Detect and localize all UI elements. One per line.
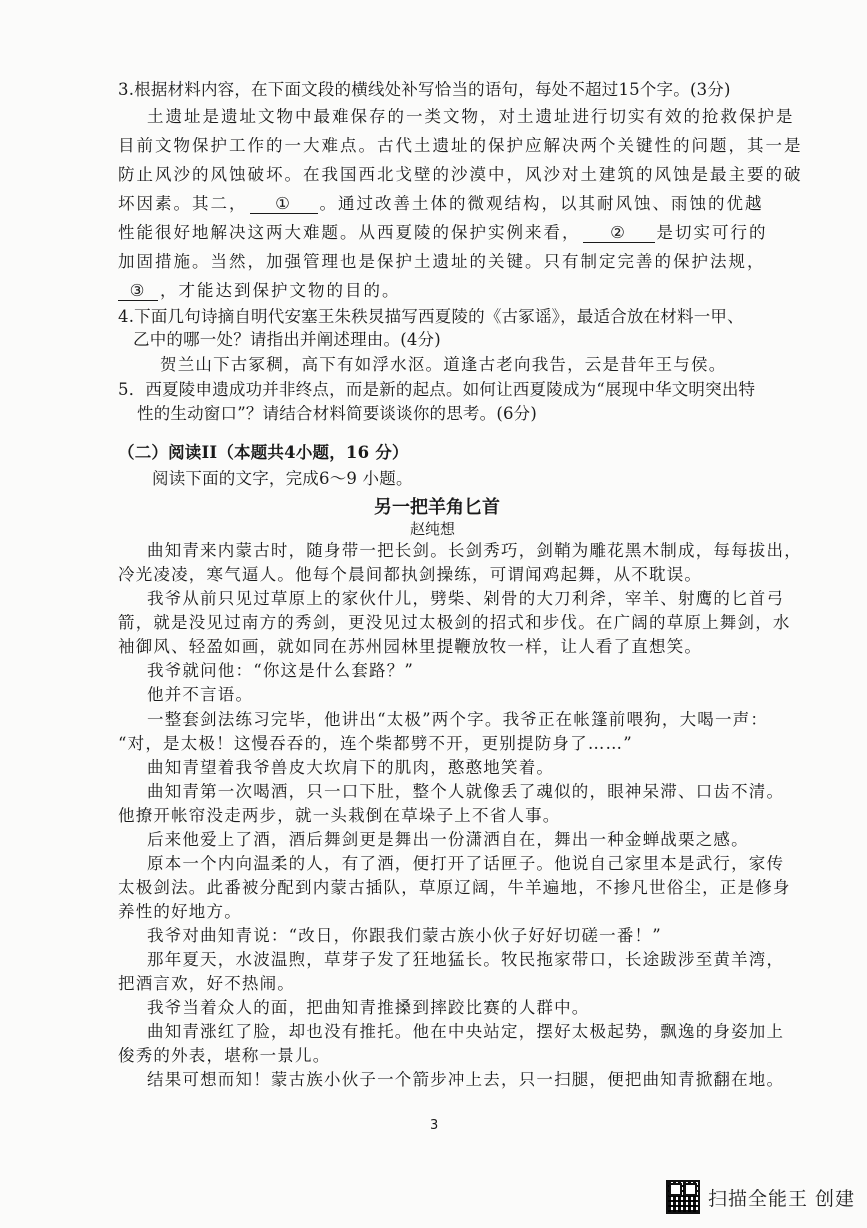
q4-stem-line: 乙中的哪一处？请指出并阐述理由。(4分) [133, 330, 441, 349]
q3-text-fragment: 是切实可行的 [656, 223, 768, 242]
q5-stem-line: 5．西夏陵申遗成功并非终点，而是新的起点。如何让西夏陵成为“展现中华文明突出特 [118, 380, 756, 399]
q4-stem-line: 4.下面几句诗摘自明代安塞王朱秩炅描写西夏陵的《古冢谣》，最适合放在材料一甲、 [118, 307, 744, 326]
article-line: 原本一个内向温柔的人，有了酒，便打开了话匣子。他说自己家里本是武行，家传 [147, 854, 785, 873]
article-line: 他并不言语。 [147, 685, 254, 704]
q3-text-fragment: ，才能达到保护文物的目的。 [160, 281, 401, 300]
article-line: 我爷就问他：“你这是什么套路？” [147, 661, 415, 680]
article-line: 我爷当着众人的面，把曲知青推搡到摔跤比赛的人群中。 [147, 998, 590, 1017]
article-line: 箭，就是没见过南方的秀剑，更没见过太极剑的招式和步伐。在广阔的草原上舞剑，水 [118, 613, 791, 632]
answer-blank-3: ③ [118, 282, 158, 301]
q3-text-line [118, 223, 768, 243]
article-line: 冷光凌凌，寒气逼人。他每个晨间都执剑操练，可谓闻鸡起舞，从不耽误。 [118, 565, 703, 584]
article-line: 曲知青第一次喝酒，只一口下肚，整个人就像丢了魂似的，眼神呆滞、口齿不清。 [147, 782, 785, 801]
answer-blank-2: ② [583, 224, 655, 243]
watermark-text: 扫描全能王 创建 [707, 1187, 855, 1210]
article-title: 另一把羊角匕首 [374, 497, 500, 518]
q5-stem-line: 性的生动窗口”？请结合材料简要谈谈你的思考。(6分) [137, 404, 538, 423]
article-line: 袖御风、轻盈如画，就如同在苏州园林里提鞭放牧一样，让人看了直想笑。 [118, 637, 703, 656]
article-line: 一整套剑法练习完毕，他讲出“太极”两个字。我爷正在帐篷前喂狗，大喝一声： [147, 710, 769, 729]
section-intro: 阅读下面的文字，完成6～9 小题。 [152, 469, 413, 488]
article-line: 那年夏天，水波温煦，草芽子发了狂地猛长。牧民拖家带口，长途跋涉至黄羊湾， [147, 950, 785, 969]
q4-poem: 贺兰山下古冢稠，高下有如浮水沤。道逢古老向我告，云是昔年王与侯。 [160, 355, 727, 374]
q3-text-line [118, 194, 764, 214]
article-line: 太极剑法。此番被分配到内蒙古插队，草原辽阔，牛羊遍地，不掺凡世俗尘，正是修身 [118, 878, 791, 897]
article-line: 我爷对曲知青说：“改日，你跟我们蒙古族小伙子好好切磋一番！” [147, 926, 662, 945]
q3-text-line: 加固措施。当然，加强管理也是保护土遗址的关键。只有制定完善的保护法规， [118, 252, 766, 271]
article-line: “对，是太极！这慢吞吞的，连个柴都劈不开，更别提防身了……” [118, 734, 633, 753]
article-line: 结果可想而知！蒙古族小伙子一个箭步冲上去，只一扫腿，便把曲知青掀翻在地。 [147, 1070, 785, 1089]
q3-text-fragment: 。通过改善土体的微观结构，以其耐风蚀、雨蚀的优越 [319, 194, 764, 213]
article-line: 他撩开帐帘没走两步，就一头栽倒在草垛子上不省人事。 [118, 806, 561, 825]
q3-stem: 3.根据材料内容，在下面文段的横线处补写恰当的语句，每处不超过15个字。(3分) [118, 80, 731, 99]
article-line: 养性的好地方。 [118, 902, 242, 921]
qr-code-icon [666, 1180, 700, 1214]
article-line: 后来他爱上了酒，酒后舞剑更是舞出一份潇洒自在，舞出一种金蝉战栗之感。 [147, 830, 749, 849]
page-number: 3 [430, 1118, 439, 1133]
q3-text-fragment: 坏因素。其二， [118, 194, 248, 213]
q3-text-line [118, 281, 401, 301]
article-line: 我爷从前只见过草原上的家伙什儿，劈柴、剁骨的大刀利斧，宰羊、射鹰的匕首弓 [147, 589, 785, 608]
q3-text-fragment: 性能很好地解决这两大难题。从西夏陵的保护实例来看， [118, 223, 581, 242]
scanner-watermark [666, 1180, 855, 1214]
q3-text-line: 防止风沙的风蚀破坏。在我国西北戈壁的沙漠中，风沙对土建筑的风蚀是最主要的破 [118, 165, 803, 184]
article-line: 曲知青来内蒙古时，随身带一把长剑。长剑秀巧，剑鞘为雕花黑木制成，每每拔出， [147, 541, 802, 560]
article-author: 赵纯想 [410, 520, 456, 538]
section-heading: （二）阅读II（本题共4小题，16 分） [118, 443, 409, 462]
article-line: 俊秀的外表，堪称一景儿。 [118, 1046, 331, 1065]
q3-text-line: 土遗址是遗址文物中最难保存的一类文物，对土遗址进行切实有效的抢救保护是 [147, 107, 795, 126]
q3-text-line: 目前文物保护工作的一大难点。古代土遗址的保护应解决两个关键性的问题，其一是 [118, 136, 803, 155]
answer-blank-1: ① [250, 195, 318, 214]
article-line: 曲知青望着我爷兽皮大坎肩下的肌肉，憨憨地笑着。 [147, 758, 555, 777]
article-line: 把酒言欢，好不热闹。 [118, 974, 295, 993]
article-line: 曲知青涨红了脸，却也没有推托。他在中央站定，摆好太极起势，飘逸的身姿加上 [147, 1022, 785, 1041]
